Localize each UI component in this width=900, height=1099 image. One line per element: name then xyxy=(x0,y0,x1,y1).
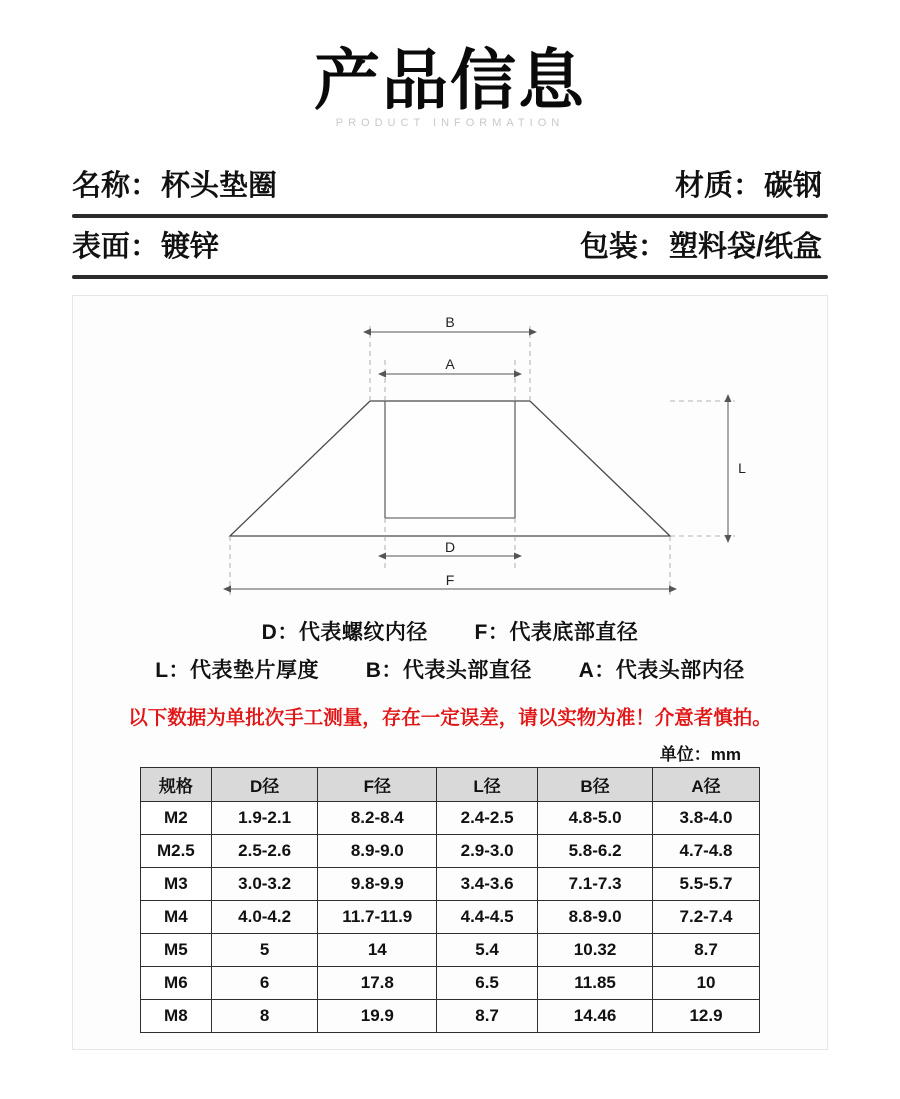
table-header-cell: 规格 xyxy=(141,768,212,802)
table-cell: M4 xyxy=(141,901,212,934)
info-label: 材质： xyxy=(674,170,762,203)
info-label: 表面： xyxy=(72,231,160,264)
table-header-cell: B径 xyxy=(538,768,653,802)
table-row xyxy=(141,1000,760,1033)
table-row xyxy=(141,802,760,835)
spec-table xyxy=(140,767,760,1033)
legend-a: A：代表头部内径 xyxy=(578,659,745,683)
dimension-label-b: B xyxy=(445,314,455,331)
info-value: 塑料袋/纸盒 xyxy=(668,231,822,264)
table-cell: 4.0-4.2 xyxy=(211,901,318,934)
table-cell: M2.5 xyxy=(141,835,212,868)
table-cell: 14 xyxy=(318,934,437,967)
table-header-cell: D径 xyxy=(211,768,318,802)
table-cell: M5 xyxy=(141,934,212,967)
legend-line-1 xyxy=(73,616,827,646)
divider xyxy=(72,275,828,279)
table-cell: 17.8 xyxy=(318,967,437,1000)
table-cell: 5.4 xyxy=(437,934,538,967)
dimension-label-l: L xyxy=(738,460,746,477)
table-cell: 9.8-9.9 xyxy=(318,868,437,901)
legend-l: L：代表垫片厚度 xyxy=(155,659,320,683)
table-cell: 2.5-2.6 xyxy=(211,835,318,868)
table-cell: 4.7-4.8 xyxy=(653,835,760,868)
table-row xyxy=(141,835,760,868)
table-cell: 8.7 xyxy=(653,934,760,967)
table-cell: 8.9-9.0 xyxy=(318,835,437,868)
table-cell: 6 xyxy=(211,967,318,1000)
table-cell: 3.4-3.6 xyxy=(437,868,538,901)
legend-line-2 xyxy=(73,654,827,684)
info-cell-surface xyxy=(72,224,219,265)
table-cell: 6.5 xyxy=(437,967,538,1000)
table-cell: 4.8-5.0 xyxy=(538,802,653,835)
table-cell: 8.8-9.0 xyxy=(538,901,653,934)
table-cell: 7.2-7.4 xyxy=(653,901,760,934)
page-subtitle: PRODUCT INFORMATION xyxy=(335,117,565,130)
table-cell: 3.8-4.0 xyxy=(653,802,760,835)
legend-f: F：代表底部直径 xyxy=(474,621,639,645)
table-cell: 10.32 xyxy=(538,934,653,967)
table-header-cell: F径 xyxy=(318,768,437,802)
table-row xyxy=(141,868,760,901)
table-header-cell: L径 xyxy=(437,768,538,802)
diagram-panel xyxy=(72,295,828,1050)
legend-d: D：代表螺纹内径 xyxy=(261,621,428,645)
table-cell: 2.4-2.5 xyxy=(437,802,538,835)
table-cell: M3 xyxy=(141,868,212,901)
page-header xyxy=(0,0,900,129)
table-cell: 8.7 xyxy=(437,1000,538,1033)
info-label: 包装： xyxy=(579,231,667,264)
info-cell-packaging xyxy=(580,224,822,265)
table-cell: 7.1-7.3 xyxy=(538,868,653,901)
table-cell: 8.2-8.4 xyxy=(318,802,437,835)
table-cell: 3.0-3.2 xyxy=(211,868,318,901)
product-info-block xyxy=(72,157,828,279)
table-cell: 5 xyxy=(211,934,318,967)
table-cell: 5.8-6.2 xyxy=(538,835,653,868)
table-cell: 5.5-5.7 xyxy=(653,868,760,901)
info-value: 杯头垫圈 xyxy=(161,170,278,203)
dimension-label-d: D xyxy=(444,539,456,556)
table-cell: 11.7-11.9 xyxy=(318,901,437,934)
table-cell: M2 xyxy=(141,802,212,835)
washer-technical-drawing xyxy=(80,306,820,606)
table-cell: 8 xyxy=(211,1000,318,1033)
legend-b: B：代表头部直径 xyxy=(365,659,532,683)
table-cell: 11.85 xyxy=(538,967,653,1000)
unit-note: 单位：mm xyxy=(659,745,741,765)
table-header-row xyxy=(141,768,760,802)
table-cell: 1.9-2.1 xyxy=(211,802,318,835)
table-cell: 10 xyxy=(653,967,760,1000)
table-cell: M8 xyxy=(141,1000,212,1033)
table-cell: 19.9 xyxy=(318,1000,437,1033)
info-cell-material xyxy=(675,163,822,204)
dimension-label-f: F xyxy=(445,572,455,589)
info-value: 碳钢 xyxy=(763,170,822,203)
table-cell: 4.4-4.5 xyxy=(437,901,538,934)
table-cell: 12.9 xyxy=(653,1000,760,1033)
info-row xyxy=(72,218,828,275)
washer-outline xyxy=(230,401,670,536)
diagram-legend xyxy=(73,616,827,684)
table-header-cell: A径 xyxy=(653,768,760,802)
info-value: 镀锌 xyxy=(161,231,220,264)
table-row xyxy=(141,934,760,967)
table-row xyxy=(141,901,760,934)
measurement-warning: 以下数据为单批次手工测量，存在一定误差，请以实物为准！介意者慎拍。 xyxy=(128,707,772,730)
table-row xyxy=(141,967,760,1000)
table-cell: 2.9-3.0 xyxy=(437,835,538,868)
page-title: 产品信息 xyxy=(314,43,586,117)
info-cell-name xyxy=(72,163,277,204)
table-cell: 14.46 xyxy=(538,1000,653,1033)
info-label: 名称： xyxy=(72,170,160,203)
table-cell: M6 xyxy=(141,967,212,1000)
dimension-label-a: A xyxy=(445,356,455,373)
info-row xyxy=(72,157,828,214)
